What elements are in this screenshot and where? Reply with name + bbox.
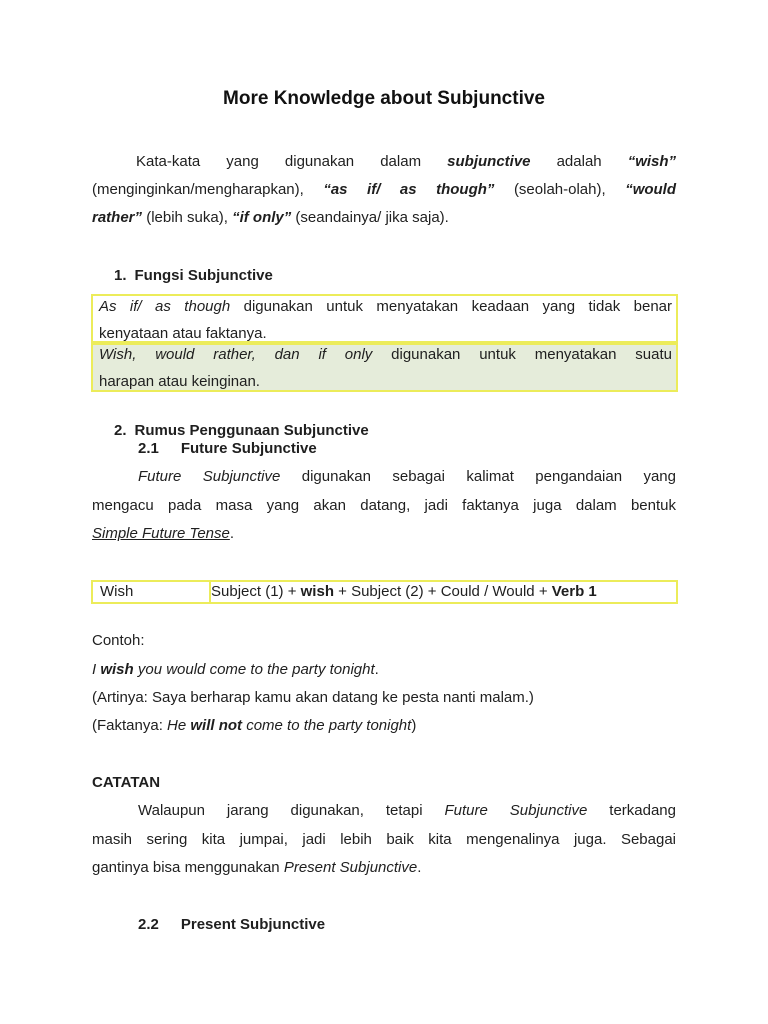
future-subjunctive-line-3: Simple Future Tense. xyxy=(92,525,235,542)
intro-word: yang xyxy=(226,153,259,170)
catatan-line-1: Walaupun jarang digunakan, tetapi Future Subjunctive terkadang xyxy=(138,802,676,819)
formula-box xyxy=(91,580,678,604)
section-2-heading: 2. Rumus Penggunaan Subjunctive xyxy=(114,422,369,439)
subsection-2-1-heading: 2.1 Future Subjunctive xyxy=(138,440,317,457)
intro-term-would: “would xyxy=(625,181,677,198)
example-sentence: I wish you would come to the party tonight. xyxy=(92,661,379,678)
function-box-as-if-line-2: kenyataan atau faktanya. xyxy=(99,325,267,342)
function-box-wish-line-2: harapan atau keinginan. xyxy=(99,373,260,390)
example-label: Contoh: xyxy=(92,632,145,649)
simple-future-tense-term: Simple Future Tense xyxy=(92,525,230,542)
future-subjunctive-line-1: Future Subjunctive digunakan sebagai kalimat pengandaian yang xyxy=(138,468,676,485)
intro-term-subjunctive: subjunctive xyxy=(447,153,531,170)
intro-line-3: rather” (lebih suka), “if only” (seandainya/ jika saja). xyxy=(92,209,449,226)
intro-word: adalah xyxy=(556,153,602,170)
intro-term-wish: “wish” xyxy=(627,153,677,170)
formula-label: Wish xyxy=(100,583,134,600)
future-subjunctive-line-2: mengacu pada masa yang akan datang, jadi faktanya juga dalam bentuk xyxy=(92,497,676,514)
function-box-wish xyxy=(91,343,678,392)
intro-line-1 xyxy=(92,150,676,174)
intro-term-as-if: “as if/ as though” xyxy=(323,181,495,198)
formula-text: Subject (1) + wish + Subject (2) + Could / Would + Verb 1 xyxy=(211,583,597,600)
intro-word: dalam xyxy=(380,153,422,170)
catatan-line-2: masih sering kita jumpai, jadi lebih baik kita mengenalinya juga. Sebagai xyxy=(92,831,676,848)
catatan-heading: CATATAN xyxy=(92,774,161,791)
document-title: More Knowledge about Subjunctive xyxy=(223,88,545,109)
example-translation: (Artinya: Saya berharap kamu akan datang ke pesta nanti malam.) xyxy=(92,689,534,706)
intro-line-2: (menginginkan/mengharapkan), “as if/ as though” (seolah-olah), “would xyxy=(92,181,677,198)
intro-word: digunakan xyxy=(284,153,355,170)
catatan-line-3: gantinya bisa menggunakan Present Subjunctive. xyxy=(92,859,422,876)
section-1-heading: 1. Fungsi Subjunctive xyxy=(114,267,273,284)
function-box-as-if-line-1: As if/ as though digunakan untuk menyatakan keadaan yang tidak benar xyxy=(99,298,672,315)
intro-term-if-only: “if only” xyxy=(232,209,292,226)
function-box-as-if xyxy=(91,294,678,343)
function-box-wish-line-1: Wish, would rather, dan if only digunakan untuk menyatakan suatu xyxy=(99,346,672,363)
intro-term-rather: rather” xyxy=(92,209,143,226)
example-fact: (Faktanya: He will not come to the party tonight) xyxy=(92,717,417,734)
intro-word: Kata-kata xyxy=(136,153,201,170)
subsection-2-2-heading: 2.2 Present Subjunctive xyxy=(138,916,326,933)
